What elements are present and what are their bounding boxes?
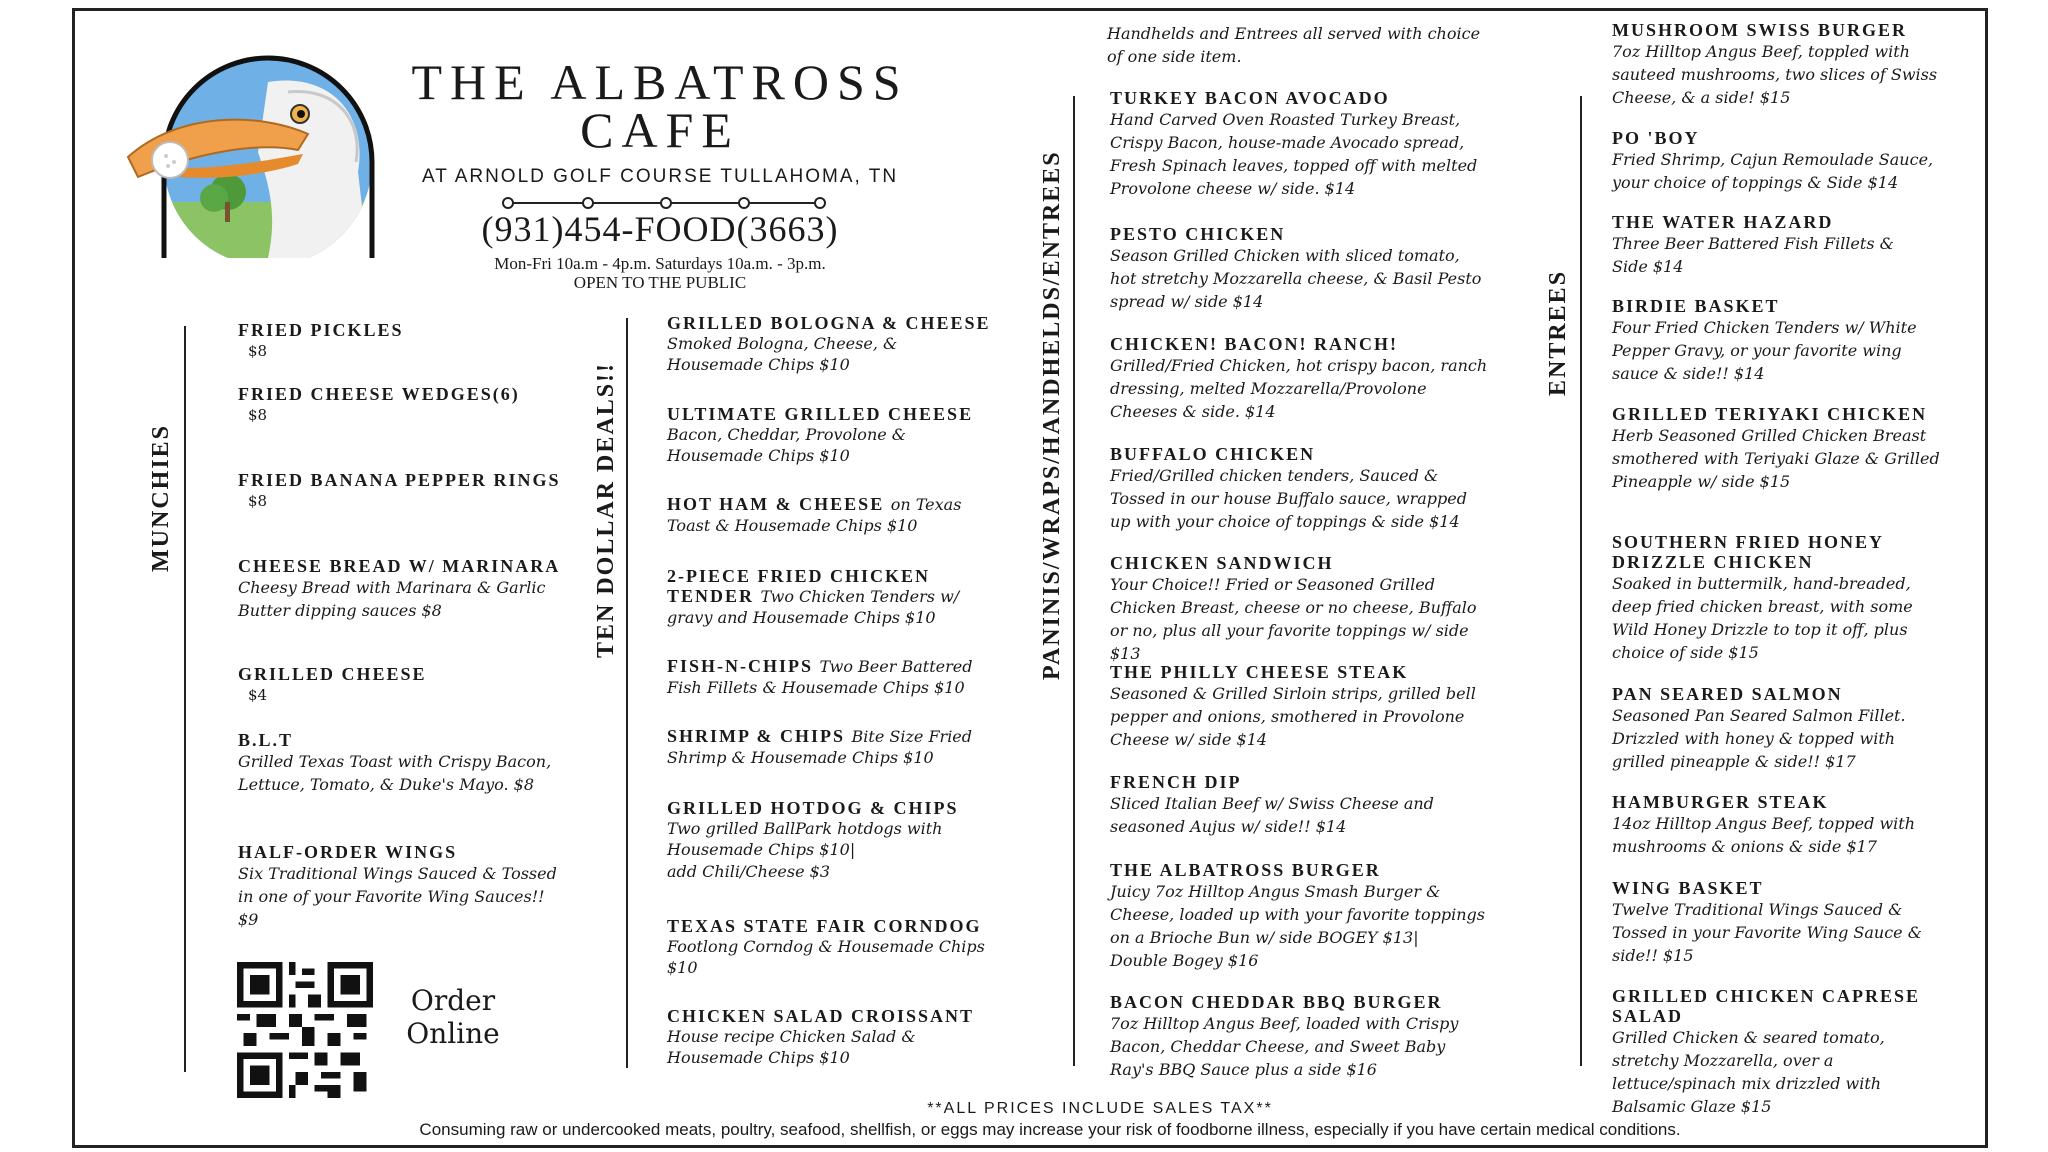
menu-item (1612, 532, 1952, 664)
menu-item (238, 842, 568, 931)
item-price: $4 (248, 686, 268, 704)
item-name: ULTIMATE GRILLED CHEESE (667, 404, 974, 424)
qr-code-icon[interactable] (237, 962, 373, 1098)
item-name: SOUTHERN FRIED HONEY DRIZZLE CHICKEN (1612, 532, 1884, 572)
item-desc: Seasoned & Grilled Sirloin strips, grilled bell pepper and onions, smothered in Provolone Cheese w/ side $14 (1110, 684, 1476, 749)
item-name: CHICKEN! BACON! RANCH! (1110, 334, 1398, 354)
menu-item (1612, 128, 1952, 194)
menu-item (238, 470, 568, 512)
item-extra: Double Bogey $16 (1110, 951, 1259, 970)
menu-item (1612, 986, 1952, 1118)
item-name: BACON CHEDDAR BBQ BURGER (1110, 992, 1443, 1012)
menu-item (238, 556, 568, 622)
item-desc: Fried Shrimp, Cajun Remoulade Sauce, your choice of toppings & Side $14 (1612, 150, 1934, 192)
item-desc: Herb Seasoned Grilled Chicken Breast smothered with Teriyaki Glaze & Grilled Pineapple w/ side $15 (1612, 426, 1940, 491)
item-desc: Hand Carved Oven Roasted Turkey Breast, Crispy Bacon, house-made Avocado spread, Fresh Spinach leaves, topped off with melted Provolone cheese w/ side. $14 (1110, 110, 1478, 198)
item-name: GRILLED HOTDOG & CHIPS (667, 798, 959, 818)
item-name: FRENCH DIP (1110, 772, 1242, 792)
item-desc: House recipe Chicken Salad & Housemade Chips $10 (667, 1027, 916, 1067)
item-desc: 7oz Hilltop Angus Beef, toppled with sauteed mushrooms, two slices of Swiss Cheese, & a side! $15 (1612, 42, 1938, 107)
item-desc: Three Beer Battered Fish Fillets & Side $14 (1612, 234, 1894, 276)
menu-item (1612, 404, 1952, 493)
item-desc: Six Traditional Wings Sauced & Tossed in one of your Favorite Wing Sauces!! $9 (238, 864, 557, 929)
item-name: GRILLED TERIYAKI CHICKEN (1612, 404, 1928, 424)
item-name: HAMBURGER STEAK (1612, 792, 1829, 812)
item-name: FRIED CHEESE WEDGES(6) (238, 384, 520, 404)
menu-item (1110, 553, 1490, 665)
section-handhelds: PANINIS/WRAPS/HANDHELDS/ENTREES (1039, 150, 1065, 680)
item-name: TEXAS STATE FAIR CORNDOG (667, 916, 982, 936)
item-name: WING BASKET (1612, 878, 1764, 898)
item-desc: 14oz Hilltop Angus Beef, topped with mushrooms & onions & side $17 (1612, 814, 1916, 856)
tax-note: **ALL PRICES INCLUDE SALES TAX** (927, 1100, 1273, 1117)
item-desc: Twelve Traditional Wings Sauced & Tossed in your Favorite Wing Sauce & side!! $15 (1612, 900, 1922, 965)
item-desc: Bite Size Fried Shrimp & Housemade Chips $10 (667, 727, 973, 767)
section-ten-dollar: TEN DOLLAR DEALS!! (593, 361, 619, 658)
hours-line: Mon-Fri 10a.m - 4p.m. Saturdays 10a.m. - 3p.m. (494, 254, 826, 273)
item-name: CHEESE BREAD W/ MARINARA (238, 556, 561, 576)
item-desc: Bacon, Cheddar, Provolone & Housemade Chips $10 (667, 425, 907, 465)
item-name: BUFFALO CHICKEN (1110, 444, 1316, 464)
item-name: GRILLED CHEESE (238, 664, 427, 684)
item-desc: on Texas Toast & Housemade Chips $10 (667, 495, 962, 535)
menu-item (667, 1006, 997, 1068)
item-name: HOT HAM & CHEESE (667, 494, 885, 514)
item-name: CHICKEN SANDWICH (1110, 553, 1334, 573)
item-desc: Grilled Chicken & seared tomato, stretchy Mozzarella, over a lettuce/spinach mix drizzled with Balsamic Glaze $15 (1612, 1028, 1885, 1116)
page-title (410, 54, 910, 158)
item-name: FRIED PICKLES (238, 320, 404, 340)
item-desc: 7oz Hilltop Angus Beef, loaded with Crispy Bacon, Cheddar Cheese, and Sweet Baby Ray's BBQ Sauce plus a side $16 (1110, 1014, 1459, 1079)
item-desc: Your Choice!! Fried or Seasoned Grilled Chicken Breast, cheese or no cheese, Buffalo or no, plus all your favorite toppings w/ side $13 (1110, 575, 1477, 663)
menu-item (1110, 662, 1490, 751)
munchies-line (184, 326, 186, 1072)
item-name: CHICKEN SALAD CROISSANT (667, 1006, 974, 1026)
item-desc: Two Chicken Tenders w/ gravy and Housemade Chips $10 (667, 587, 960, 627)
menu-item (667, 313, 997, 375)
albatross-logo-icon (118, 52, 394, 258)
menu-item (1612, 296, 1952, 385)
menu-item (667, 404, 997, 466)
item-name: TURKEY BACON AVOCADO (1110, 88, 1390, 108)
item-name: MUSHROOM SWISS BURGER (1612, 20, 1908, 40)
item-name: THE PHILLY CHEESE STEAK (1110, 662, 1409, 682)
item-desc: Juicy 7oz Hilltop Angus Smash Burger & Cheese, loaded up with your favorite toppings on a Brioche Bun w/ side BOGEY $13| (1110, 882, 1485, 947)
menu-item (1110, 88, 1490, 200)
item-desc: Grilled/Fried Chicken, hot crispy bacon, ranch dressing, melted Mozzarella/Provolone Cheeses & side. $14 (1110, 356, 1488, 421)
item-desc: Grilled Texas Toast with Crispy Bacon, Lettuce, Tomato, & Duke's Mayo. $8 (238, 752, 552, 794)
hours (420, 254, 900, 292)
item-price: $8 (248, 342, 268, 360)
item-name: BIRDIE BASKET (1612, 296, 1780, 316)
item-name: 2-PIECE FRIED CHICKEN TENDER (667, 566, 931, 606)
handhelds-intro: Handhelds and Entrees all served with choice of one side item. (1107, 24, 1481, 66)
item-desc: Footlong Corndog & Housemade Chips $10 (667, 937, 985, 977)
item-name: HALF-ORDER WINGS (238, 842, 458, 862)
item-desc: Season Grilled Chicken with sliced tomato, hot stretchy Mozzarella cheese, & Basil Pesto spread w/ side $14 (1110, 246, 1482, 311)
menu-item (1612, 878, 1952, 967)
menu-item (1110, 860, 1490, 972)
item-name: FISH-N-CHIPS (667, 656, 814, 676)
menu-item (667, 494, 997, 536)
item-name: GRILLED BOLOGNA & CHEESE (667, 313, 991, 333)
title-line-1: THE ALBATROSS (411, 54, 909, 110)
item-desc: Four Fried Chicken Tenders w/ White Pepper Gravy, or your favorite wing sauce & side!! $14 (1612, 318, 1917, 383)
item-desc: Seasoned Pan Seared Salmon Fillet. Drizzled with honey & topped with grilled pineapple & side!! $17 (1612, 706, 1906, 771)
menu-item (1612, 20, 1952, 109)
item-desc: Sliced Italian Beef w/ Swiss Cheese and seasoned Aujus w/ side!! $14 (1110, 794, 1434, 836)
phone-number[interactable]: (931)454-FOOD(3663) (481, 209, 839, 249)
order-online-link[interactable]: Order Online (406, 984, 500, 1050)
menu-item (238, 730, 568, 796)
menu-item (1110, 772, 1490, 838)
menu-item (1612, 212, 1912, 278)
menu-item (667, 798, 997, 883)
open-public-line: OPEN TO THE PUBLIC (573, 273, 747, 292)
menu-item (667, 566, 997, 628)
handhelds-line (1073, 96, 1075, 1066)
section-entrees: ENTREES (1545, 269, 1571, 396)
item-desc: Cheesy Bread with Marinara & Garlic Butter dipping sauces $8 (238, 578, 546, 620)
menu-item (667, 916, 997, 978)
item-name: THE WATER HAZARD (1612, 212, 1834, 232)
item-name: FRIED BANANA PEPPER RINGS (238, 470, 561, 490)
item-price: $8 (248, 492, 268, 510)
item-price: $8 (248, 406, 268, 424)
item-desc: Soaked in buttermilk, hand-breaded, deep fried chicken breast, with some Wild Honey Drizzle to top it off, plus choice of side $15 (1612, 574, 1913, 662)
item-desc: Smoked Bologna, Cheese, & Housemade Chips $10 (667, 334, 898, 374)
item-name: PAN SEARED SALMON (1612, 684, 1843, 704)
section-munchies: MUNCHIES (148, 423, 174, 572)
menu-item (1110, 334, 1490, 423)
item-desc: Two grilled BallPark hotdogs with Housemade Chips $10| (667, 819, 943, 859)
item-name: GRILLED CHICKEN CAPRESE SALAD (1612, 986, 1921, 1026)
item-name: B.L.T (238, 730, 294, 750)
item-desc: Fried/Grilled chicken tenders, Sauced & Tossed in our house Buffalo sauce, wrapped up with your choice of toppings & side $14 (1110, 466, 1467, 531)
entrees-line (1580, 96, 1582, 1066)
item-name: THE ALBATROSS BURGER (1110, 860, 1381, 880)
menu-item (238, 664, 568, 706)
menu-item (1110, 224, 1490, 313)
food-warning: Consuming raw or undercooked meats, poultry, seafood, shellfish, or eggs may increase your risk of foodborne illness, especially if you have certain medical conditions. (419, 1120, 1681, 1139)
menu-item (1612, 684, 1952, 773)
menu-item (238, 384, 568, 426)
title-line-2: CAFE (580, 102, 740, 158)
menu-item (238, 320, 568, 362)
menu-item (667, 656, 997, 698)
item-desc: Two Beer Battered Fish Fillets & Housemade Chips $10 (667, 657, 973, 697)
ten-dollar-line (626, 318, 628, 1068)
menu-item (1110, 444, 1490, 533)
item-extra: add Chili/Cheese $3 (667, 862, 831, 881)
item-name: SHRIMP & CHIPS (667, 726, 846, 746)
item-name: PO 'BOY (1612, 128, 1700, 148)
menu-item (1612, 792, 1952, 858)
menu-item (1110, 992, 1490, 1081)
item-name: PESTO CHICKEN (1110, 224, 1286, 244)
menu-item (667, 726, 997, 768)
subtitle: AT ARNOLD GOLF COURSE TULLAHOMA, TN (421, 166, 899, 187)
